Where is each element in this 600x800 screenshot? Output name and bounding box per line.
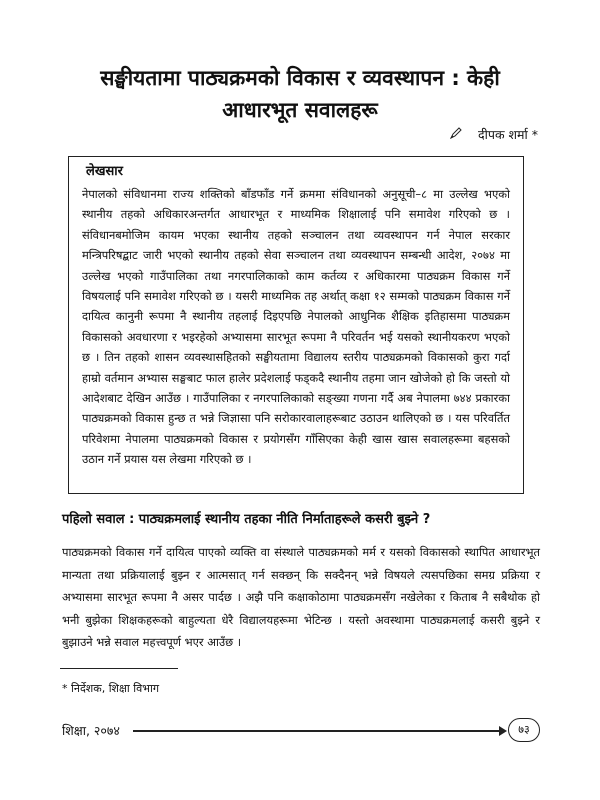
author-line (450, 126, 538, 143)
abstract-text: नेपालको संविधानमा राज्य शक्तिको बाँडफाँड गर्ने क्रममा संविधानको अनुसूची–८ मा उल्लेख भएको स्थानीय तहको अधिकारअन्तर्गत आधारभूत र माध्यमिक शिक्षालाई पनि समावेश गरिएको छ । संविधानबमोजिम कायम भएका स्थानीय तहको सञ्चालन तथा व्यवस्थापन गर्न नेपाल सरकार मन्त्रिपरिषद्बाट जारी भएको स्थानीय तहको सेवा सञ्चालन तथा व्यवस्थापन सम्बन्धी आदेश, २०७४ मा उल्लेख भएको गाउँपालिका तथा नगरपालिकाको काम कर्तव्य र अधिकारमा पाठ्यक्रम विकास गर्ने विषयलाई पनि समावेश गरिएको छ । यसरी माध्यमिक तह अर्थात् कक्षा १२ सम्मको पाठ्यक्रम विकास गर्ने दायित्व कानुनी रूपमा नै स्थानीय तहलाई दिइएपछि नेपालको आधुनिक शैक्षिक इतिहासमा पाठ्यक्रम विकासको अवधारणा र भइरहेको अभ्यासमा सारभूत रूपमा नै परिवर्तन भई यसको स्थानीयकरण भएको छ । तिन तहको शासन व्यवस्थासहितको सङ्घीयतामा विद्यालय स्तरीय पाठ्यक्रमको विकासको कुरा गर्दा हाम्रो वर्तमान अभ्यास सङ्घबाट फाल हालेर प्रदेशलाई फड्कदै स्थानीय तहमा जान खोजेको हो कि जस्तो यो आदेशबाट देखिन आउँछ । गाउँपालिका र नगरपालिकाको सङ्ख्या गणना गर्दै अब नेपालमा ७४४ प्रकारका पाठ्यक्रमको विकास हुन्छ त भन्ने जिज्ञासा पनि सरोकारवालाहरूबाट उठाउन थालिएको छ । यस परिवर्तित परिवेशमा नेपालमा पाठ्यक्रमको विकास र प्रयोगसँग गाँसिएका केही खास खास सवालहरूमा बहसको उठान गर्ने प्रयास यस लेखमा गरिएको छ । (82, 187, 510, 467)
author-name: दीपक शर्मा * (478, 127, 538, 142)
section-heading: पहिलो सवाल : पाठ्यक्रमलाई स्थानीय तहका नीति निर्माताहरूले कसरी बुझ्ने ? (62, 512, 431, 527)
article-title: सङ्घीयतामा पाठ्यक्रमको विकास र व्यवस्थापन : केही आधारभूत सवालहरू (100, 66, 500, 122)
page-number: ७३ (508, 718, 540, 742)
journal-name: शिक्षा, २०७४ (62, 723, 120, 738)
footnote: * निर्देशक, शिक्षा विभाग (62, 682, 160, 695)
body-paragraph: पाठ्यक्रमको विकास गर्ने दायित्व पाएको व्यक्ति वा संस्थाले पाठ्यक्रमको मर्म र यसको विकासको स्थापित आधारभूत मान्यता तथा प्रक्रियालाई बुझ्न र आत्मसात् गर्न सक्छन् कि सक्दैनन् भन्ने विषयले त्यसपछिका समग्र प्रक्रिया र अभ्यासमा सारभूत रूपमा नै असर पार्दछ । अझै पनि कक्षाकोठामा पाठ्यक्रमसँग नखेलेका र किताब नै सबैथोक हो भनी बुझेका शिक्षकहरूको बाहुल्यता धेरै विद्यालयहरूमा भेटिन्छ । यस्तो अवस्थामा पाठ्यक्रमलाई कसरी बुझ्ने र बुझाउने भन्ने सवाल महत्त्वपूर्ण भएर आउँछ । (62, 545, 540, 650)
footer-rule (133, 730, 503, 732)
abstract-heading: लेखसार (86, 164, 123, 179)
footnote-divider (60, 668, 178, 669)
pen-icon (450, 127, 462, 142)
